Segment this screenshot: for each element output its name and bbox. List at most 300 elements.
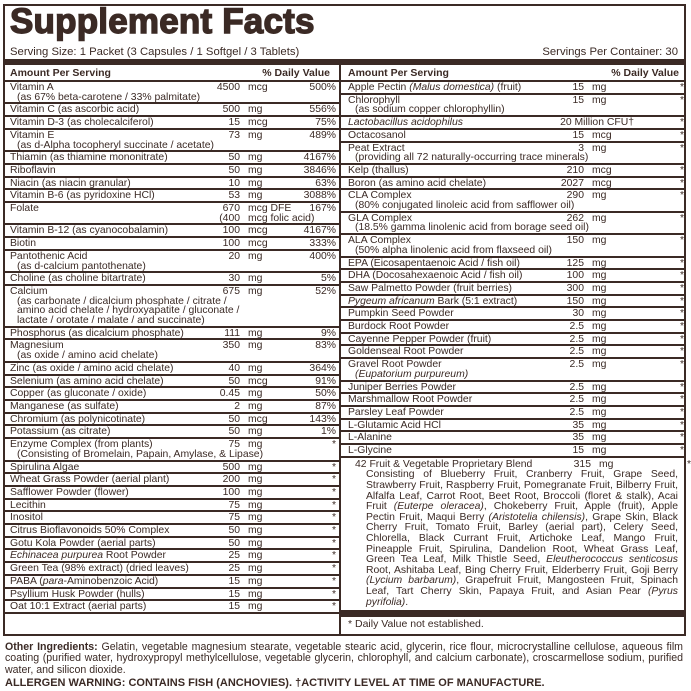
nutrient-source	[341, 105, 684, 115]
nutrient-row	[5, 363, 339, 376]
nutrient-row	[5, 439, 339, 461]
nutrient-unit: mg	[592, 282, 607, 294]
daily-value: 5%	[320, 273, 336, 285]
nutrient-unit: mg	[248, 250, 263, 262]
text-segment: Niacin (as niacin granular)	[10, 177, 131, 189]
daily-value: 75%	[315, 117, 336, 129]
nutrient-unit: mg	[592, 257, 607, 269]
nutrient-list	[5, 82, 339, 614]
nutrient-name	[348, 179, 544, 189]
nutrient-unit: mg	[248, 461, 263, 473]
nutrient-row	[341, 432, 684, 445]
nutrient-unit: mg	[248, 273, 263, 285]
daily-value: *	[679, 406, 684, 418]
nutrient-amount: 100	[222, 225, 240, 237]
text-segment: L-Glycine	[348, 445, 392, 457]
nutrient-row	[5, 273, 339, 286]
text-segment: Lactobacillus acidophilus	[348, 117, 463, 129]
daily-value: *	[679, 381, 684, 393]
nutrient-unit: mg	[248, 601, 263, 613]
nutrient-unit: mcg	[248, 375, 268, 387]
nutrient-amount: 100	[222, 486, 240, 498]
nutrient-unit: mg	[248, 152, 263, 164]
text-segment: Safflower Powder (flower)	[10, 486, 129, 498]
nutrient-row	[341, 382, 684, 395]
daily-value: 87%	[315, 400, 336, 412]
nutrient-name	[10, 539, 200, 549]
nutrient-amount: 50	[228, 164, 240, 176]
nutrient-row	[341, 270, 684, 283]
nutrient-source	[5, 450, 339, 460]
nutrient-unit: mg	[248, 512, 263, 524]
right-column	[341, 65, 691, 634]
other-ingredients	[5, 642, 683, 676]
nutrient-row	[5, 130, 339, 152]
nutrient-unit: mg	[592, 82, 607, 93]
nutrient-amount: 0.45	[219, 388, 240, 400]
nutrient-row	[5, 328, 339, 341]
nutrient-amount: 150	[566, 295, 584, 307]
text-segment: Calcium	[10, 285, 48, 297]
servings-per-container: Servings Per Container: 30	[542, 46, 678, 58]
nutrient-unit: mcg	[592, 177, 612, 189]
daily-value: 83%	[315, 340, 336, 352]
nutrient-unit: mg	[248, 362, 263, 374]
text-segment: Vitamin E	[10, 129, 55, 141]
nutrient-row	[5, 203, 339, 225]
nutrient-source	[5, 141, 339, 151]
nutrient-row	[341, 143, 684, 165]
nutrient-amount: 15	[572, 94, 584, 106]
nutrient-amount: 35	[572, 432, 584, 444]
serving-size: Serving Size: 1 Packet (3 Capsules / 1 Softgel / 3 Tablets)	[10, 46, 300, 58]
nutrient-name	[10, 526, 200, 536]
nutrient-name	[10, 488, 200, 498]
daily-value: *	[679, 235, 684, 247]
text-segment: (as 67% beta-carotene / 33% palmitate)	[17, 91, 201, 103]
nutrient-row	[5, 500, 339, 513]
daily-value: 9%	[320, 327, 336, 339]
text-segment: Root Powder	[103, 550, 166, 562]
nutrient-name	[348, 446, 544, 456]
daily-value: *	[331, 461, 336, 473]
nutrient-amount: 35	[572, 419, 584, 431]
text-segment: Eleutherococcus senticosus	[546, 554, 678, 566]
text-segment: (as carbonate / dicalcium phosphate / citrate /	[17, 295, 227, 307]
text-segment: CLA Complex	[348, 190, 412, 202]
nutrient-row	[341, 95, 684, 117]
daily-value: *	[679, 270, 684, 282]
text-segment: , Grape Skin, Black Cherry Fruit, Tomato Fruit, Barley (aerial part), Celery Seed, Chlorella, Black Currant Fruit, Artichoke Leaf, Mango Fruit, Pineapple Fruit, Spirulina, Dandelion Root, Wheat Grass Leaf, Green Tea Leaf, Milk Thistle Seed,	[366, 511, 678, 566]
text-segment: Bark (5:1 extract)	[434, 295, 518, 307]
nutrient-amount: 2.5	[569, 394, 584, 406]
nutrient-row	[5, 178, 339, 191]
nutrient-unit: mg	[248, 129, 263, 141]
nutrient-unit: mg	[248, 285, 263, 297]
daily-value: 63%	[315, 177, 336, 189]
nutrient-source	[341, 201, 684, 211]
nutrient-name	[348, 131, 544, 141]
spacer	[10, 214, 200, 224]
nutrient-row	[5, 238, 339, 251]
nutrient-unit: mcg	[248, 413, 268, 425]
text-segment: Enzyme Complex (from plants)	[10, 439, 153, 451]
text-segment: Riboflavin	[10, 164, 56, 176]
other-ingredients-text: Gelatin, vegetable magnesium stearate, vegetable stearic acid, glycerin, rice flour, microcrystalline cellulose, aqueous film coating (purified water, hydroxypropyl methylcellulose, vegetable glycerin, chlorophyll, and calcium carbonate), croscarmellose sodium, purified water, and silicon dioxide.	[5, 641, 683, 676]
nutrient-amount: 3	[578, 142, 584, 154]
daily-value: 364%	[309, 362, 336, 374]
daily-value: *	[331, 499, 336, 511]
nutrient-amount: 15	[572, 445, 584, 457]
text-segment: Vitamin D-3 (as cholecalciferol)	[10, 117, 154, 129]
nutrient-unit: mcg	[248, 82, 268, 93]
text-segment: .	[405, 596, 409, 608]
nutrient-name	[10, 204, 200, 214]
nutrient-unit: mg	[592, 394, 607, 406]
daily-value: *	[679, 394, 684, 406]
daily-value: 400%	[309, 250, 336, 262]
nutrient-name	[10, 226, 200, 236]
nutrient-row	[341, 235, 684, 257]
nutrient-amount: 15	[572, 129, 584, 141]
daily-value: 333%	[309, 238, 336, 250]
nutrient-row	[5, 286, 339, 328]
nutrient-name	[348, 271, 544, 281]
nutrient-amount: 50	[228, 152, 240, 164]
blend-unit: mg	[599, 458, 614, 470]
nutrient-row	[5, 388, 339, 401]
nutrient-amount: 25	[228, 563, 240, 575]
nutrient-row	[341, 283, 684, 296]
nutrient-amount: 20	[228, 250, 240, 262]
blend-dv: *	[686, 458, 691, 470]
nutrient-name	[10, 166, 200, 176]
nutrient-name	[10, 577, 200, 587]
text-segment: Pumpkin Seed Powder	[348, 308, 454, 320]
nutrient-amount: 53	[228, 190, 240, 202]
nutrient-amount: 20 Million CFU†	[560, 117, 634, 129]
nutrient-amount: 75	[228, 439, 240, 451]
nutrient-name	[348, 408, 544, 418]
text-segment: (Lycium barbarum)	[366, 575, 457, 587]
nutrient-amount: 125	[566, 257, 584, 269]
nutrient-name	[10, 274, 200, 284]
nutrient-amount: 262	[566, 212, 584, 224]
nutrient-row	[5, 165, 339, 178]
text-segment: (Aristotelia chilensis)	[488, 511, 586, 523]
nutrient-name	[348, 383, 544, 393]
text-segment: Gravel Root Powder	[348, 359, 442, 371]
nutrient-amount: 50	[228, 537, 240, 549]
nutrient-row	[5, 601, 339, 614]
daily-value: *	[679, 117, 684, 129]
nutrient-row	[5, 525, 339, 538]
nutrient-name	[10, 402, 200, 412]
text-segment: Oat 10:1 Extract (aerial parts)	[10, 601, 147, 613]
text-segment: (18.5% gamma linolenic acid from borage seed oil)	[355, 222, 589, 234]
daily-value: *	[679, 177, 684, 189]
nutrient-unit: mg	[248, 190, 263, 202]
nutrient-row	[341, 190, 684, 212]
nutrient-row	[341, 346, 684, 359]
nutrient-row	[341, 321, 684, 334]
text-segment: Biotin	[10, 238, 36, 250]
nutrient-row	[341, 407, 684, 420]
nutrient-amount: 210	[566, 164, 584, 176]
nutrient-unit: mg	[592, 346, 607, 358]
nutrient-amount: 75	[228, 499, 240, 511]
nutrient-amount: 111	[224, 327, 240, 339]
nutrient-row	[341, 359, 684, 381]
text-segment: PABA (	[10, 575, 43, 587]
text-segment: GLA Complex	[348, 212, 413, 224]
nutrient-row	[341, 82, 684, 95]
nutrient-name	[10, 153, 200, 163]
daily-value: *	[331, 512, 336, 524]
text-segment: Burdock Root Powder	[348, 321, 450, 333]
text-segment: Zinc (as oxide / amino acid chelate)	[10, 362, 174, 374]
blend-amount: 315	[573, 458, 591, 470]
nutrient-unit: mg	[248, 588, 263, 600]
nutrient-amount: 25	[228, 550, 240, 562]
nutrient-unit: mg	[592, 270, 607, 282]
sub-unit: mcg folic acid)	[248, 212, 315, 224]
nutrient-name	[10, 463, 200, 473]
text-segment: DHA (Docosahexaenoic Acid / fish oil)	[348, 270, 523, 282]
nutrient-row	[5, 512, 339, 525]
nutrient-unit: mg	[248, 426, 263, 438]
nutrient-amount: 40	[228, 362, 240, 374]
nutrient-amount: 100	[222, 238, 240, 250]
nutrient-amount: 2.5	[569, 406, 584, 418]
text-segment: Saw Palmetto Powder (fruit berries)	[348, 282, 512, 294]
daily-value: *	[331, 588, 336, 600]
nutrient-name	[348, 395, 544, 405]
nutrient-unit: mg	[248, 104, 263, 116]
text-segment: (50% alpha linolenic acid from flaxseed oil)	[355, 244, 552, 256]
text-segment: (Consisting of Bromelain, Papain, Amylase, & Lipase)	[17, 448, 264, 460]
daily-value: *	[679, 94, 684, 106]
nutrient-amount: 50	[228, 375, 240, 387]
nutrient-unit: mg	[248, 400, 263, 412]
nutrient-unit: mg	[592, 308, 607, 320]
text-segment: Potassium (as citrate)	[10, 426, 111, 438]
nutrient-unit: mg	[592, 359, 607, 371]
daily-value: *	[679, 129, 684, 141]
daily-value: 500%	[309, 82, 336, 93]
nutrient-name	[10, 389, 200, 399]
nutrient-row	[341, 117, 684, 130]
nutrient-row	[5, 401, 339, 414]
text-segment: Spirulina Algae	[10, 461, 80, 473]
nutrient-amount: 2027	[560, 177, 584, 189]
nutrient-unit: mg	[248, 340, 263, 352]
nutrient-name	[10, 118, 200, 128]
nutrient-row	[341, 258, 684, 271]
daily-value: 556%	[309, 104, 336, 116]
panel-title: Supplement Facts	[10, 2, 315, 41]
text-segment: Juniper Berries Powder	[348, 381, 456, 393]
nutrient-row	[5, 225, 339, 238]
text-segment: Kelp (thallus)	[348, 164, 409, 176]
text-segment: Choline (as choline bitartrate)	[10, 273, 146, 285]
daily-value: *	[679, 445, 684, 457]
nutrient-unit: mg	[248, 563, 263, 575]
nutrient-unit: mg	[248, 575, 263, 587]
nutrient-row	[5, 426, 339, 439]
nutrient-amount: 500	[222, 104, 240, 116]
daily-value: *	[331, 575, 336, 587]
nutrient-unit: mg	[592, 445, 607, 457]
daily-value: 489%	[309, 129, 336, 141]
nutrient-amount: 2.5	[569, 346, 584, 358]
text-segment: (as d-Alpha tocopheryl succinate / acetate)	[17, 139, 214, 151]
text-segment: Inositol	[10, 512, 43, 524]
text-segment: , Grapefruit Fruit, Mangosteen Fruit, Spinach Leaf, Tart Cherry Skin, Papaya Fruit, and Asian Pear	[366, 575, 678, 597]
nutrient-row	[5, 550, 339, 563]
other-ingredients-label: Other Ingredients:	[5, 641, 98, 653]
nutrient-name	[348, 421, 544, 431]
amount-header: Amount Per Serving	[348, 67, 449, 79]
daily-value: 143%	[309, 413, 336, 425]
nutrient-source	[5, 262, 339, 272]
nutrient-name	[10, 427, 200, 437]
nutrient-name	[10, 602, 200, 612]
daily-value: 52%	[315, 285, 336, 297]
nutrient-row	[5, 340, 339, 362]
nutrient-row	[341, 130, 684, 143]
nutrient-amount: 350	[222, 340, 240, 352]
nutrient-amount: 290	[566, 190, 584, 202]
text-segment: Wheat Grass Powder (aerial plant)	[10, 474, 170, 486]
nutrient-row	[341, 178, 684, 191]
divider-bar	[341, 610, 684, 617]
nutrient-name	[348, 322, 544, 332]
nutrient-unit: mg	[592, 419, 607, 431]
nutrient-row	[5, 376, 339, 389]
daily-value: *	[331, 486, 336, 498]
daily-value: *	[331, 474, 336, 486]
nutrient-row	[5, 117, 339, 130]
text-segment: Consisting of Blueberry Fruit, Cranberry Fruit, Grape Seed, Strawberry Fruit, Raspberry Fruit, Pomegranate Fruit, Bilberry Fruit, Alfalfa Leaf, Carrot Root, Beet Root, Broccoli (floret & stalk), Acai Fruit	[366, 469, 678, 513]
nutrient-unit: mg	[592, 432, 607, 444]
nutrient-amount: 675	[222, 285, 240, 297]
text-segment: Vitamin C (as ascorbic acid)	[10, 104, 140, 116]
nutrient-unit: mg	[248, 486, 263, 498]
daily-value: *	[331, 537, 336, 549]
nutrient-amount: 15	[228, 601, 240, 613]
daily-value: *	[679, 432, 684, 444]
nutrient-amount: 75	[228, 512, 240, 524]
nutrient-amount: 100	[566, 270, 584, 282]
nutrient-unit: mg	[592, 406, 607, 418]
nutrient-source	[341, 370, 684, 380]
nutrient-row	[5, 251, 339, 273]
nutrient-name	[10, 377, 200, 387]
daily-value: 167%	[309, 203, 336, 215]
allergen-warning: ALLERGEN WARNING: CONTAINS FISH (ANCHOVIES). †ACTIVITY LEVEL AT TIME OF MANUFACTURE.	[5, 677, 545, 689]
text-segment: Chromium (as polynicotinate)	[10, 413, 146, 425]
text-segment: L-Alanine	[348, 432, 392, 444]
nutrient-source	[5, 351, 339, 361]
nutrient-unit: mg	[248, 327, 263, 339]
text-segment: Cayenne Pepper Powder (fruit)	[348, 333, 492, 345]
nutrient-name	[348, 118, 544, 128]
nutrient-amount: 15	[228, 117, 240, 129]
text-segment: Manganese (as sulfate)	[10, 400, 119, 412]
nutrient-unit: mcg	[592, 129, 612, 141]
nutrient-source	[341, 246, 684, 256]
daily-value: 3846%	[303, 164, 336, 176]
text-segment: Gotu Kola Powder (aerial parts)	[10, 537, 156, 549]
daily-value: *	[679, 295, 684, 307]
text-segment: -Aminobenzoic Acid)	[63, 575, 159, 587]
nutrient-name	[10, 415, 200, 425]
nutrient-amount: 2.5	[569, 333, 584, 345]
nutrient-row	[5, 462, 339, 475]
nutrient-unit: mcg	[248, 117, 268, 129]
nutrient-row	[341, 334, 684, 347]
nutrient-unit: mg	[592, 235, 607, 247]
nutrient-name	[10, 179, 200, 189]
nutrient-name	[10, 364, 200, 374]
text-segment: Thiamin (as thiamine mononitrate)	[10, 152, 168, 164]
daily-value: 91%	[315, 375, 336, 387]
daily-value: *	[679, 419, 684, 431]
text-segment: (as sodium copper chlorophyllin)	[355, 104, 505, 116]
left-column	[5, 65, 341, 634]
text-segment: Boron (as amino acid chelate)	[348, 177, 487, 189]
nutrient-unit: mg	[592, 190, 607, 202]
nutrient-amount: 200	[222, 474, 240, 486]
nutrient-amount: 2	[234, 400, 240, 412]
nutrient-row	[5, 487, 339, 500]
text-segment: (Eupatorium purpureum)	[355, 368, 469, 380]
nutrient-amount: 500	[222, 461, 240, 473]
nutrient-amount: 300	[566, 282, 584, 294]
text-segment: (as d-calcium pantothenate)	[17, 260, 146, 272]
blend-ingredients	[348, 470, 678, 608]
daily-value: 4167%	[303, 152, 336, 164]
column-header	[5, 65, 339, 82]
nutrient-amount: 15	[228, 588, 240, 600]
nutrient-row	[5, 474, 339, 487]
nutrient-row	[5, 190, 339, 203]
text-segment: Octacosanol	[348, 129, 406, 141]
daily-value: 3088%	[303, 190, 336, 202]
nutrient-unit: mg	[248, 525, 263, 537]
text-segment: Peat Extract	[348, 142, 405, 154]
nutrient-amount: 10	[228, 177, 240, 189]
nutrient-amount: 2.5	[569, 321, 584, 333]
nutrient-row	[5, 82, 339, 104]
nutrient-unit: mcg DFE	[248, 203, 292, 215]
nutrient-name	[10, 590, 200, 600]
text-segment: Goldenseal Root Powder	[348, 346, 464, 358]
text-segment: Apple Pectin	[348, 82, 410, 93]
nutrient-name	[10, 501, 200, 511]
text-segment: Echinacea purpurea	[10, 550, 104, 562]
text-segment: Lecithin	[10, 499, 46, 511]
ingredient-list	[341, 82, 684, 458]
nutrient-unit: mg	[592, 333, 607, 345]
nutrient-amount: 50	[228, 413, 240, 425]
nutrient-row	[5, 538, 339, 551]
nutrient-unit: mg	[248, 550, 263, 562]
text-segment: Magnesium	[10, 340, 64, 352]
nutrient-unit: mg	[248, 537, 263, 549]
amount-header: Amount Per Serving	[10, 67, 111, 79]
